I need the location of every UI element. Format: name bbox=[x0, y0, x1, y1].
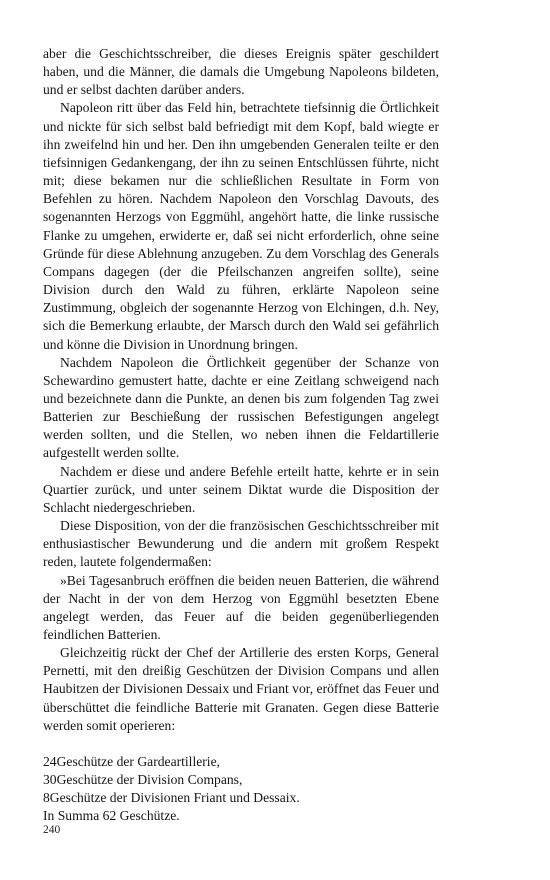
list-item: 30Geschütze der Division Compans, bbox=[43, 772, 243, 788]
list-spacer bbox=[43, 735, 439, 753]
page-number: 240 bbox=[43, 824, 61, 836]
list-item: 8Geschütze der Divisionen Friant und Dessaix. bbox=[43, 790, 300, 806]
list-item: 24Geschütze der Gardeartillerie, bbox=[43, 753, 221, 769]
paragraph-disposition: Diese Disposition, von der die französischen Geschichtsschreiber mit enthusiastischer Bewunderung und die andern mit großem Respekt reden, lautete folgendermaßen: bbox=[43, 518, 439, 570]
paragraph-napoleon-field: Napoleon ritt über das Feld hin, betrachtete tiefsinnig die Örtlichkeit und nickte für sich selbst bald befriedigt mit dem Kopf, bald wiegte er ihn zweifelnd hin und her. Den ihn umgebenden Generalen teilte er den tiefsinnigen Gedankengang, der ihn zu seinen Entschlüssen führte, nicht mit; diese bekamen nur die schließlichen Resultate in Form von Befehlen zu hören. Nachdem Napoleon den Vorschlag Davouts, des sogenannten Herzogs von Eggmühl, angehört hatte, die linke russische Flanke zu umgehen, erwiderte er, daß sei nicht erforderlich, ohne seine Gründe für diese Ablehnung anzugeben. Zu dem Vorschlag des Generals Compans dagegen (der die Pfeilschanzen angreifen sollte), seine Division durch den Wald zu führen, erklärte Napoleon seine Zustimmung, obgleich der sogenannte Herzog von Elchingen, d.h. Ney, sich die Bemerkung erlaubte, der Marsch durch den Wald sei gefährlich und könne die Division in Unordnung bringen. bbox=[43, 100, 439, 352]
paragraph-quarters: Nachdem er diese und andere Befehle erteilt hatte, kehrte er in sein Quartier zurück, und unter seinem Diktat wurde die Disposition der Schlacht niedergeschrieben. bbox=[43, 463, 439, 515]
paragraph-pernetti: Gleichzeitig rückt der Chef der Artillerie des ersten Korps, General Pernetti, mit den dreißig Geschützen der Division Compans und allen Haubitzen der Divisionen Dessaix und Friant vor, eröffnet das Feuer und überschüttet die feindliche Batterie mit Granaten. Gegen diese Batterie werden somit operieren: bbox=[43, 645, 439, 733]
body-text bbox=[43, 45, 439, 826]
paragraph-quote-dawn: »Bei Tagesanbruch eröffnen die beiden neuen Batterien, die während der Nacht in der von dem Herzog von Eggmühl besetzten Ebene angelegt werden, das Feuer auf die beiden gegenüberliegenden feindlichen Batterien. bbox=[43, 572, 439, 642]
paragraph-continuation: aber die Geschichtsschreiber, die dieses Ereignis später geschildert haben, und die Männer, die damals die Umgebung Napoleons bildeten, und er selbst dachten darüber anders. bbox=[43, 46, 439, 98]
paragraph-schewardino: Nachdem Napoleon die Örtlichkeit gegenüber der Schanze von Schewardino gemustert hatte, dachte er eine Zeitlang schweigend nach und bezeichnete dann die Punkte, an denen bis zum folgenden Tag zwei Batterien zur Beschießung der russischen Befestigungen angelegt werden sollten, und die Stellen, wo neben ihnen die Feldartillerie aufgestellt werden sollte. bbox=[43, 354, 439, 461]
list-item: In Summa 62 Geschütze. bbox=[43, 808, 180, 824]
artillery-list bbox=[43, 753, 439, 826]
